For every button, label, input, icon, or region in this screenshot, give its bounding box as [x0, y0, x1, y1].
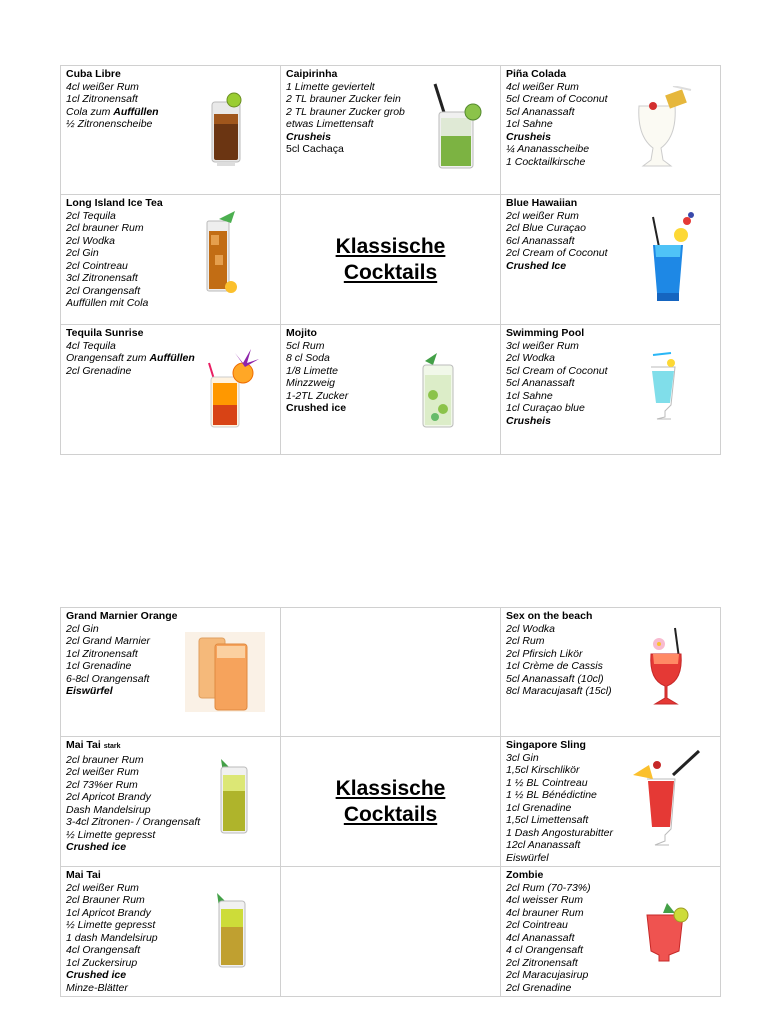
recipe-note: stark	[103, 743, 121, 750]
ingredient-line	[66, 260, 280, 273]
ingredient-text: 2cl Pfirsich Likör	[506, 647, 583, 660]
ingredient-line	[66, 272, 280, 285]
ingredient-text: 2cl weißer Rum	[506, 209, 579, 222]
ingredient-text: Orangensaft zum	[66, 352, 150, 364]
ingredient-line	[506, 377, 720, 390]
mai-tai-glass-image	[211, 889, 251, 973]
swimming-pool-glass-image	[645, 351, 685, 423]
ingredient-text: 2cl Brauner Rum	[66, 894, 145, 906]
ingredient-text: Crusheis	[506, 130, 551, 143]
recipe-name: Blue Hawaiian	[506, 197, 578, 209]
ingredient-text: Auffüllen mit Cola	[66, 297, 149, 309]
ingredient-text: 2cl brauner Rum	[66, 222, 144, 234]
recipe-title	[506, 610, 720, 623]
ingredient-text: 4cl weisser Rum	[506, 894, 584, 906]
ingredient-line	[506, 882, 720, 895]
ingredient-text: 2cl brauner Rum	[66, 753, 144, 766]
ingredient-text: 2cl Rum (70-73%)	[506, 881, 591, 894]
recipe-title	[506, 197, 720, 210]
ingredient-text: 1 ½ BL Bénédictine	[506, 789, 597, 801]
ingredient-text: 2cl weißer Rum	[66, 766, 139, 778]
ingredient-text: Eiswürfel	[506, 851, 549, 864]
ingredient-text: 8cl Maracujasaft (15cl)	[506, 685, 612, 697]
ingredient-text: 3-4cl Zitronen- / Orangensaft	[66, 816, 201, 828]
caipirinha-glass-image	[431, 82, 485, 172]
ingredient-text: 2cl Cointreau	[506, 919, 568, 931]
ingredient-line	[286, 340, 500, 353]
ingredient-text: 2cl Cream of Coconut	[506, 247, 608, 259]
ingredient-text: 6-8cl Orangensaft	[66, 672, 150, 685]
ingredient-line	[66, 106, 280, 119]
ingredient-text: 1cl Zitronensaft	[66, 647, 138, 660]
ingredient-text: 4cl Orangensaft	[66, 944, 141, 956]
ingredient-text: Minze-Blätter	[66, 981, 128, 994]
ingredient-line	[66, 222, 280, 235]
ingredient-line	[506, 365, 720, 378]
ingredient-text: 3cl Gin	[506, 751, 539, 764]
ingredient-line	[506, 352, 720, 365]
grand-marnier-glass-image	[185, 632, 265, 712]
ingredient-text: ½ Zitronenscheibe	[66, 118, 153, 130]
recipe-name: Swimming Pool	[506, 327, 585, 339]
ingredient-text: 4cl Tequila	[66, 339, 116, 352]
recipe-title	[506, 869, 720, 882]
ingredient-text: 2 TL brauner Zucker fein	[286, 93, 401, 105]
ingredient-line	[506, 402, 720, 415]
ingredient-line	[66, 982, 280, 995]
zombie-glass-image	[641, 899, 693, 965]
center-title-cell-1	[281, 195, 501, 325]
recipe-title	[506, 68, 720, 81]
ingredient-text: 4 cl Orangensaft	[506, 944, 584, 956]
pina-colada-glass-image	[631, 86, 693, 170]
ingredient-text: 2cl Gin	[66, 622, 99, 635]
ingredient-line	[286, 352, 500, 365]
center-title-cell-2	[281, 737, 501, 867]
ingredient-text: 5cl Rum	[286, 339, 325, 352]
ingredient-text: 4cl weißer Rum	[506, 80, 579, 93]
ingredient-text: 1 Limette geviertelt	[286, 80, 375, 93]
recipe-title	[66, 869, 280, 882]
ingredient-line	[66, 297, 280, 310]
ingredient-text: 1 ½ BL Cointreau	[506, 776, 588, 789]
ingredient-line	[506, 415, 720, 428]
ingredient-text: 1cl Grenadine	[66, 660, 132, 672]
ingredient-text: 1cl Zuckersirup	[66, 956, 138, 969]
ingredient-text: 2cl Zitronensaft	[506, 956, 578, 969]
ingredient-line	[506, 982, 720, 995]
ingredient-text: Crushed ice	[286, 402, 347, 414]
ingredient-text: 2 TL brauner Zucker grob	[286, 105, 405, 118]
ingredient-text: 2cl weißer Rum	[66, 881, 139, 894]
recipe-name: Grand Marnier Orange	[66, 610, 178, 622]
section-title: Klassische Cocktails	[335, 776, 446, 826]
ingredient-text: Crushed ice	[66, 969, 127, 981]
recipe-name: Singapore Sling	[506, 739, 586, 751]
ingredient-text: 2cl Maracujasirup	[506, 969, 589, 981]
ingredient-text: 1cl Apricot Brandy	[66, 906, 151, 919]
ingredient-text: 1/8 Limette	[286, 364, 338, 377]
recipe-title	[66, 327, 280, 340]
ingredient-text: 8 cl Soda	[286, 352, 330, 364]
recipe-name: Caipirinha	[286, 68, 338, 80]
recipe-name: Long Island Ice Tea	[66, 197, 163, 209]
ingredient-line	[286, 402, 500, 415]
ingredient-text: Crusheis	[506, 414, 551, 427]
ingredient-text: 1cl Crème de Cassis	[506, 660, 603, 672]
recipe-name: Mojito	[286, 327, 317, 339]
recipe-name: Sex on the beach	[506, 610, 593, 622]
ingredient-text: 1,5cl Limettensaft	[506, 814, 589, 826]
ingredient-text: Cola zum	[66, 105, 114, 118]
ingredient-text: 6cl Ananassaft	[506, 234, 575, 247]
ingredient-text: 2cl Wodka	[66, 234, 116, 247]
ingredient-text: 2cl Cointreau	[66, 259, 128, 272]
ingredient-line	[506, 969, 720, 982]
ingredient-text: 2cl Grenadine	[506, 981, 572, 994]
singapore-sling-glass-image	[631, 749, 703, 849]
recipe-name: Zombie	[506, 869, 544, 881]
recipe-cell-blue-hawaiian	[501, 195, 721, 325]
ingredient-text: 2cl Tequila	[66, 209, 116, 222]
ingredient-text: Crushed ice	[66, 841, 127, 853]
recipe-title	[66, 197, 280, 210]
ingredient-text: 1cl Grenadine	[506, 801, 572, 814]
ingredient-text: 2cl Grand Marnier	[66, 635, 151, 647]
ingredient-text: 1 Dash Angosturabitter	[506, 826, 614, 839]
recipe-name: Mai Tai	[66, 869, 101, 881]
ingredient-text: 1,5cl Kirschlikör	[506, 764, 580, 776]
ingredient-text: Eiswürfel	[66, 685, 113, 697]
ingredient-text: 1cl Curaçao blue	[506, 402, 585, 414]
ingredient-text: 4cl weißer Rum	[66, 80, 139, 93]
ingredient-text: Dash Mandelsirup	[66, 803, 151, 816]
ingredient-line	[66, 93, 280, 106]
tequila-sunrise-glass-image	[205, 345, 265, 431]
ingredient-text: 2cl Apricot Brandy	[66, 791, 151, 803]
recipe-cell-tequila-sunrise	[61, 325, 281, 455]
ingredient-text: 12cl Ananassaft	[506, 839, 581, 851]
ingredient-line	[286, 390, 500, 403]
ingredient-text: 3cl weißer Rum	[506, 339, 579, 352]
ingredient-line	[66, 247, 280, 260]
recipe-swimming-pool	[501, 325, 720, 427]
ingredient-line	[66, 118, 280, 131]
ingredient-text: 2cl Rum	[506, 635, 545, 647]
recipe-cell-mojito	[281, 325, 501, 455]
recipe-title	[66, 739, 280, 754]
ingredient-text: 5cl Ananassaft	[506, 105, 575, 118]
recipe-title	[506, 327, 720, 340]
recipe-cell-long-island	[61, 195, 281, 325]
ingredient-text: 2cl Wodka	[506, 352, 556, 364]
ingredient-line	[66, 81, 280, 94]
ingredient-text: ½ Limette gepresst	[66, 919, 156, 931]
mojito-glass-image	[417, 351, 459, 431]
ingredient-text: 1cl Zitronensaft	[66, 93, 138, 105]
empty-cell-1	[281, 608, 501, 737]
recipe-cell-cuba-libre	[61, 66, 281, 195]
long-island-glass-image	[201, 211, 247, 297]
ingredient-text: 5cl Ananassaft	[506, 377, 575, 389]
recipe-cell-caipirinha	[281, 66, 501, 195]
ingredient-text: Crushed Ice	[506, 259, 567, 272]
cocktail-table-1	[60, 65, 721, 455]
ingredient-line	[506, 390, 720, 403]
recipe-cell-zombie	[501, 867, 721, 997]
ingredient-text: 1 Cocktailkirsche	[506, 155, 586, 168]
ingredient-line	[66, 841, 280, 854]
recipe-cell-mai-tai-stark	[61, 737, 281, 867]
recipe-title	[66, 610, 280, 623]
ingredient-text: 5cl Cachaça	[286, 143, 344, 155]
recipe-cell-sex-on-the-beach	[501, 608, 721, 737]
ingredient-text: 1cl Sahne	[506, 118, 553, 130]
recipe-cell-swimming-pool	[501, 325, 721, 455]
recipe-title	[286, 68, 500, 81]
ingredient-text: 4cl Ananassaft	[506, 931, 575, 944]
recipe-title	[66, 68, 280, 81]
ingredient-line	[66, 210, 280, 223]
cola-glass-image	[207, 92, 247, 168]
ingredient-text: 2cl Gin	[66, 247, 99, 259]
ingredient-text: Minzzweig	[286, 377, 336, 389]
recipe-long-island	[61, 195, 280, 310]
ingredient-text: 1 dash Mandelsirup	[66, 931, 158, 944]
ingredient-emphasis: Auffüllen	[149, 352, 195, 364]
cocktail-table-2	[60, 607, 721, 997]
blue-hawaiian-glass-image	[647, 211, 697, 305]
ingredient-text: 5cl Cream of Coconut	[506, 364, 608, 377]
ingredient-text: Crusheis	[286, 130, 331, 143]
empty-cell-2	[281, 867, 501, 997]
ingredient-text: 5cl Ananassaft (10cl)	[506, 672, 604, 685]
ingredient-text: 2cl Wodka	[506, 622, 556, 635]
ingredient-line	[286, 377, 500, 390]
recipe-name: Tequila Sunrise	[66, 327, 144, 339]
ingredient-text: 2cl Orangensaft	[66, 284, 141, 297]
ingredient-text: 5cl Cream of Coconut	[506, 93, 608, 105]
ingredient-text: 2cl Blue Curaçao	[506, 222, 586, 234]
ingredient-line	[66, 235, 280, 248]
ingredient-line	[286, 365, 500, 378]
ingredient-text: 3cl Zitronensaft	[66, 272, 138, 284]
ingredient-emphasis: Auffüllen	[113, 105, 159, 118]
recipe-name: Mai Tai	[66, 739, 101, 751]
ingredient-text: ½ Limette gepresst	[66, 828, 156, 841]
recipe-mojito	[281, 325, 500, 415]
section-title: Klassische Cocktails	[335, 234, 446, 284]
recipe-title	[286, 327, 500, 340]
sex-on-the-beach-glass-image	[645, 624, 689, 710]
ingredient-line	[506, 340, 720, 353]
recipe-cell-pina-colada	[501, 66, 721, 195]
ingredient-line	[506, 852, 720, 865]
recipe-cell-singapore-sling	[501, 737, 721, 867]
ingredient-text: 2cl 73%er Rum	[66, 778, 138, 791]
recipe-name: Piña Colada	[506, 68, 567, 80]
ingredient-text: ¼ Ananasscheibe	[506, 143, 590, 155]
ingredient-text: 1-2TL Zucker	[286, 389, 349, 402]
ingredient-text: 2cl Grenadine	[66, 364, 132, 377]
recipe-cell-mai-tai	[61, 867, 281, 997]
recipe-name: Cuba Libre	[66, 68, 121, 80]
ingredient-line	[66, 285, 280, 298]
recipe-cell-grand-marnier	[61, 608, 281, 737]
ingredient-text: 4cl brauner Rum	[506, 906, 584, 919]
ingredient-text: etwas Limettensaft	[286, 118, 374, 130]
ingredient-text: 1cl Sahne	[506, 389, 553, 402]
recipe-cuba-libre	[61, 66, 280, 131]
mai-tai-glass-image	[215, 755, 255, 839]
